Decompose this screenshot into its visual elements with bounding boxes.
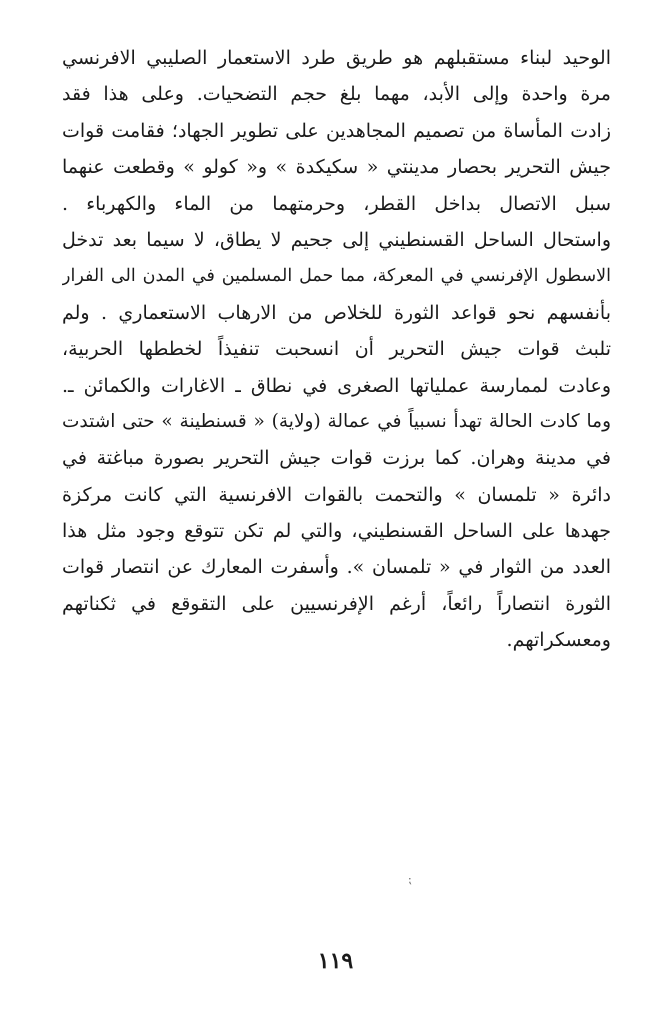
scan-speck: ⁏ bbox=[408, 873, 412, 886]
text-line: جيش التحرير بحصار مدينتي « سكيكدة » و« كولو » وقطعت عنهما bbox=[62, 156, 611, 179]
page-number: ١١٩ bbox=[317, 948, 354, 974]
body-text bbox=[62, 40, 611, 659]
text-line: العدد من الثوار في « تلمسان ». وأسفرت المعارك عن انتصار قوات bbox=[62, 556, 611, 579]
text-line: زادت المأساة من تصميم المجاهدين على تطوير الجهاد؛ فقامت قوات bbox=[62, 119, 611, 142]
text-line: وما كادت الحالة تهدأ نسبياً في عمالة (ولاية) « قسنطينة » حتى اشتدت bbox=[62, 410, 611, 432]
text-line: دائرة « تلمسان » والتحمت بالقوات الافرنسية التي كانت مركزة bbox=[62, 483, 611, 506]
text-line: الثورة انتصاراً رائعاً، أرغم الإفرنسيين على التقوقع في ثكناتهم bbox=[62, 592, 611, 615]
text-line: تلبث قوات جيش التحرير أن انسحبت تنفيذاً لخططها الحربية، bbox=[62, 338, 611, 361]
text-line: وعادت لممارسة عملياتها الصغرى في نطاق ـ الاغارات والكمائن ـ. bbox=[62, 374, 611, 397]
text-line: الاسطول الإفرنسي في المعركة، مما حمل المسلمين في المدن الى الفرار bbox=[62, 266, 611, 287]
text-line: واستحال الساحل القسنطيني إلى جحيم لا يطاق، لا سيما بعد تدخل bbox=[62, 228, 611, 251]
text-line: سبل الاتصال بداخل القطر، وحرمتهما من الماء والكهرباء . bbox=[62, 192, 611, 215]
text-line: بأنفسهم نحو قواعد الثورة للخلاص من الارهاب الاستعماري . ولم bbox=[62, 301, 611, 324]
text-line: الوحيد لبناء مستقبلهم هو طريق طرد الاستعمار الصليبي الافرنسي bbox=[62, 47, 611, 69]
text-line: جهدها على الساحل القسنطيني، والتي لم تكن تتوقع وجود مثل هذا bbox=[62, 520, 611, 543]
text-line: مرة واحدة وإلى الأبد، مهما بلغ حجم التضحيات. وعلى هذا فقد bbox=[62, 83, 611, 106]
text-line-last: ومعسكراتهم. bbox=[506, 629, 611, 652]
text-line: في مدينة وهران. كما برزت قوات جيش التحرير بصورة مباغتة في bbox=[62, 447, 611, 470]
